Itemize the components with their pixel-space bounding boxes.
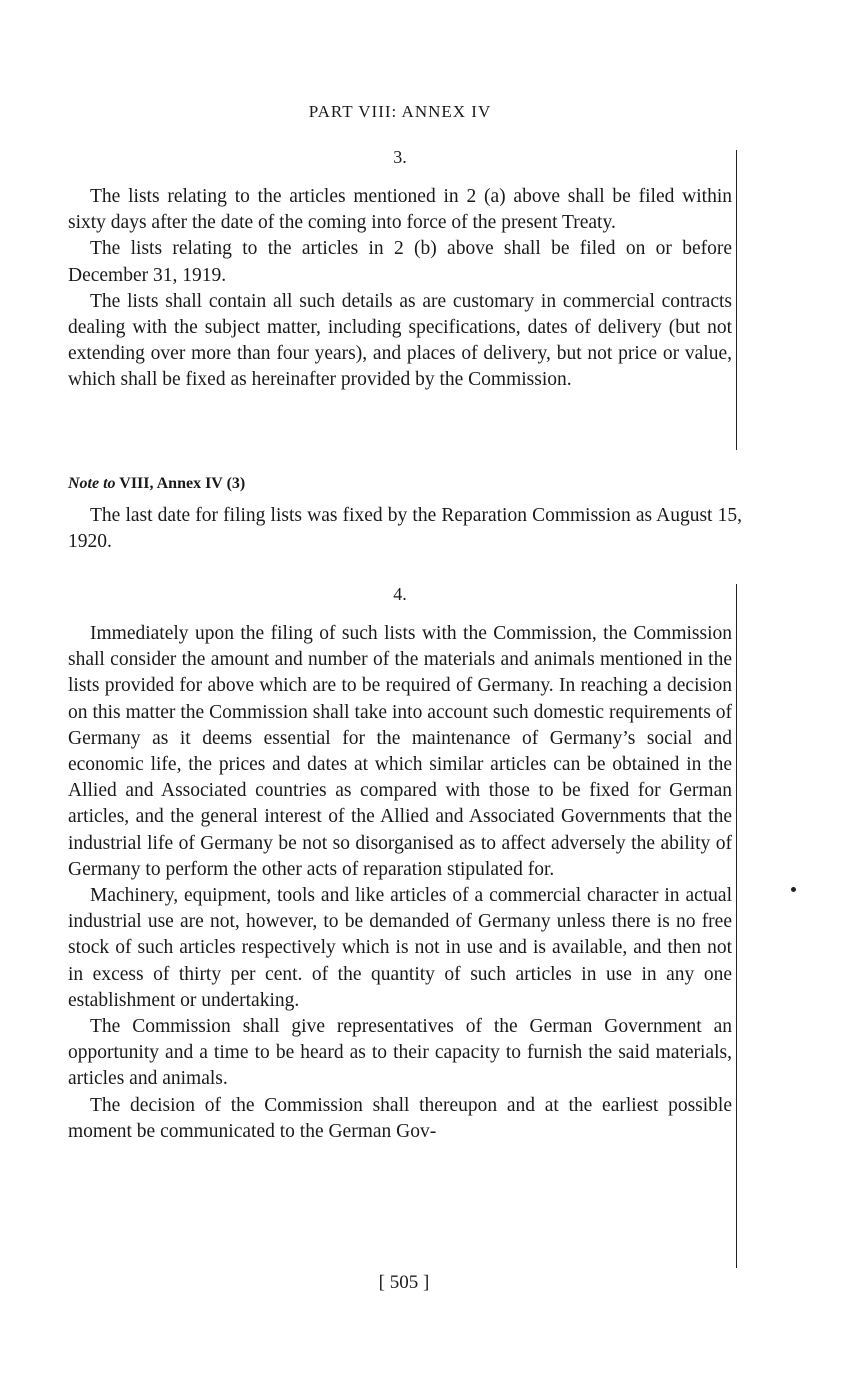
section-3-body: [68, 184, 732, 394]
paragraph: The lists shall contain all such details as are customary in commercial contracts dealing with the subject matter, including specifications, dates of delivery (but not extending over more than four years), and places of delivery, but not price or value, which shall be fixed as hereinafter provided by the Commission.: [68, 290, 732, 391]
note-body: [68, 503, 742, 555]
paragraph: The lists relating to the articles mentioned in 2 (a) above shall be filed within sixty days after the date of the coming into force of the present Treaty.: [68, 186, 732, 234]
margin-rule-section-4: [736, 584, 737, 1268]
note-text: The last date for filing lists was fixed by the Reparation Commission as August 15, 1920.: [68, 505, 742, 553]
margin-rule-section-3: [736, 150, 737, 450]
paragraph: The decision of the Commission shall thereupon and at the earliest possible moment be communicated to the German Gov-: [68, 1094, 732, 1142]
margin-mark: [791, 887, 796, 892]
section-4-body: [68, 621, 732, 1145]
running-title: PART VIII: ANNEX IV: [308, 102, 492, 121]
paragraph: The lists relating to the articles in 2 (b) above shall be filed on or before December 31, 1919.: [68, 238, 732, 286]
page-number: [ 505 ]: [378, 1272, 430, 1293]
paragraph: Machinery, equipment, tools and like articles of a commercial character in actual industrial use are not, however, to be demanded of Germany unless there is no free stock of such articles respectively which is not in use and is available, and then not in excess of thirty per cent. of the quantity of such articles in use in any one establishment or undertaking.: [68, 885, 732, 1011]
note-reference: VIII, Annex IV (3): [119, 475, 246, 492]
paragraph: The Commission shall give representatives of the German Government an opportunity and a time to be heard as to their capacity to furnish the said materials, articles and animals.: [68, 1016, 732, 1090]
note-heading: [68, 475, 245, 493]
section-number-3: 3.: [393, 147, 407, 167]
paragraph: Immediately upon the filing of such lists with the Commission, the Commission shall consider the amount and number of the materials and animals mentioned in the lists provided for above which are to be required of Germany. In reaching a decision on this matter the Commission shall take into account such domestic requirements of Germany as it deems essential for the maintenance of Germany’s social and economic life, the prices and dates at which similar articles can be obtained in the Allied and Associated countries as compared with those to be fixed for German articles, and the general interest of the Allied and Associated Governments that the industrial life of Germany be not so disorganised as to affect adversely the ability of Germany to perform the other acts of reparation stipulated for.: [68, 623, 732, 880]
note-prefix: Note to: [68, 475, 116, 492]
section-number-4: 4.: [393, 584, 407, 604]
